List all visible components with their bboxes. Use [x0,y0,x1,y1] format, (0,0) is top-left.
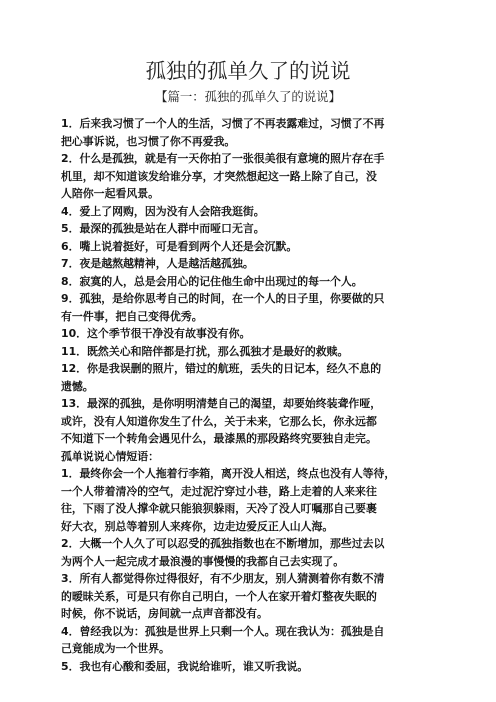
text-line: 9．孤独，是给你思考自己的时间，在一个人的日子里，你要做的只 [61,292,385,305]
text-line: 或许，没有人知道你发生了什么，关于未来，它那么长，你永远都 [61,414,377,428]
text-line: 2．什么是孤独，就是有一天你拍了一张很美很有意境的照片存在手 [61,152,385,165]
text-line: 人陪你一起看风景。 [61,187,160,200]
text-line: 时候，你不说话，房间就一点声音都没有。 [61,607,268,620]
text-line: 不知道下一个转角会遇见什么，最漆黑的那段路终究要独自走完。 [61,432,377,445]
text-line: 有一件事，把自己变得优秀。 [61,309,203,323]
text-line: 6．嘴上说着挺好，可是看到两个人还是会沉默。 [61,239,298,253]
text-line: 1．最终你会一个人拖着行李箱，离开没人相送，终点也没有人等待， [61,467,396,480]
text-line: 7．夜是越熬越精神，人是越活越孤独。 [61,257,254,270]
text-line: 11．既然关心和陪伴都是打扰，那么孤独才是最好的救赎。 [61,344,349,358]
text-line: 的暧昧关系，可是只有你自己明白，一个人在家开着灯整夜失眠的 [61,589,377,603]
text-line: 一个人带着清冷的空气，走过泥泞穿过小巷，路上走着的人来来往 [61,484,377,498]
text-line: 3．所有人都觉得你过得很好，有不少朋友，别人猜测着你有数不清 [61,572,385,585]
text-line: 12．你是我误删的照片，错过的航班，丢失的日记本，经久不息的 [61,362,382,375]
section-heading: 【篇一：孤独的孤单久了的说说】 [155,89,341,104]
text-line: 1．后来我习惯了一个人的生活，习惯了不再表露难过，习惯了不再 [61,117,385,130]
text-line: 4．曾经我以为：孤独是世界上只剩一个人。现在我认为：孤独是自 [61,624,385,638]
text-line: 往，下雨了没人撑伞就只能狼狈躲雨，天冷了没人叮嘱那自己要裹 [61,502,377,515]
text-line: 孤单说说心情短语： [61,449,160,463]
text-line: 机里，却不知道该发给谁分享，才突然想起这一路上除了自己，没 [61,169,377,183]
text-line: 5．最深的孤独是站在人群中而哑口无言。 [61,222,265,235]
text-line: 4．爱上了网购，因为没有人会陪我逛街。 [61,204,265,218]
text-line: 5．我也有心酸和委屈，我说给谁听，谁又听我说。 [61,659,309,673]
text-line: 10．这个季节很干净没有故事没有你。 [61,327,251,340]
page-title: 孤独的孤单久了的说说 [145,59,351,83]
text-line: 为两个人一起完成才最浪漫的事慢慢的我都自己去实现了。 [61,554,345,568]
text-line: 13．最深的孤独，是你明明清楚自己的渴望，却要始终装聋作哑， [61,397,382,410]
text-line: 遗憾。 [61,379,94,393]
text-line: 8．寂寞的人，总是会用心的记住他生命中出现过的每一个人。 [61,274,363,288]
body-text [61,115,441,675]
text-line: 好大衣，别总等着别人来疼你，边走边爱反正人山人海。 [61,519,334,533]
text-line: 把心事诉说，也习惯了你不再爱我。 [61,134,236,148]
text-line: 己竟能成为一个世界。 [61,642,170,655]
text-line: 2．大概一个人久了可以忍受的孤独指数也在不断增加，那些过去以 [61,537,385,550]
